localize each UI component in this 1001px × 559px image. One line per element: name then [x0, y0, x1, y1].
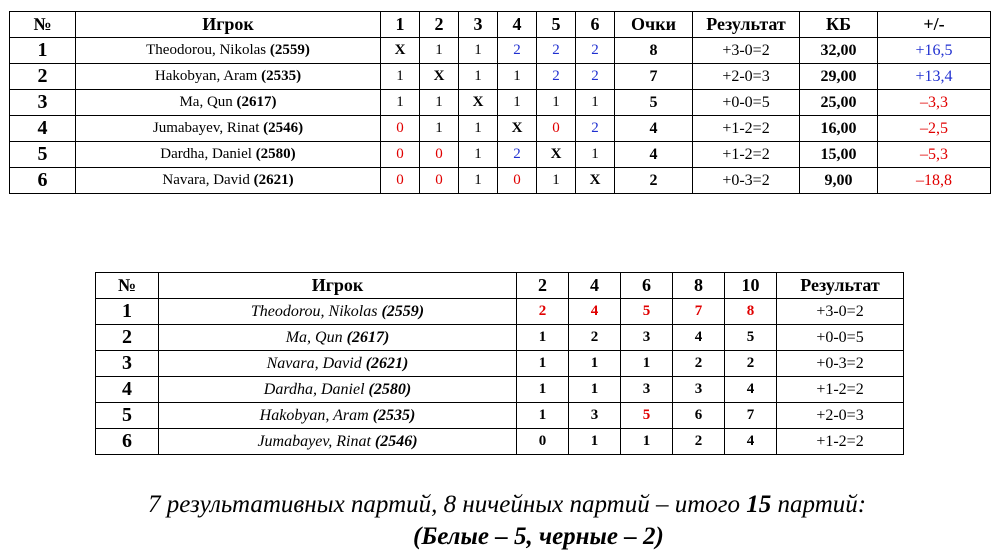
game-result-cell: 1 [420, 38, 459, 64]
header-round-2: 2 [420, 12, 459, 38]
progress-score-cell: 1 [517, 351, 569, 377]
progress-score-cell: 1 [569, 429, 621, 455]
progress-score-cell: 7 [725, 403, 777, 429]
game-result-cell: 2 [498, 38, 537, 64]
header-player: Игрок [76, 12, 381, 38]
progress-score-cell: 6 [673, 403, 725, 429]
progress-score-cell: 2 [517, 299, 569, 325]
game-result-cell: 1 [381, 90, 420, 116]
result-cell: +0-0=5 [693, 90, 800, 116]
player-rating: (2535) [261, 68, 302, 84]
player-name: Jumabayev, Rinat [257, 432, 371, 450]
place-number: 4 [10, 116, 76, 142]
game-result-cell: 1 [459, 38, 498, 64]
player-name: Theodorou, Nikolas [250, 302, 378, 320]
kb-cell: 9,00 [800, 168, 878, 194]
game-result-cell: 2 [498, 142, 537, 168]
game-result-cell: 1 [498, 90, 537, 116]
progress-score-cell: 3 [621, 325, 673, 351]
progress-score-cell: 3 [621, 377, 673, 403]
progress-score-cell: 3 [569, 403, 621, 429]
game-result-cell: 2 [576, 38, 615, 64]
kb-cell: 32,00 [800, 38, 878, 64]
progress-score-cell: 2 [673, 429, 725, 455]
result-cell: +3-0=2 [693, 38, 800, 64]
header-player: Игрок [159, 273, 517, 299]
game-result-cell: 1 [459, 168, 498, 194]
game-result-cell: 1 [498, 64, 537, 90]
player-rating: (2580) [368, 380, 412, 398]
player-cell [76, 168, 381, 194]
place-number: 5 [96, 403, 159, 429]
points-cell: 8 [615, 38, 693, 64]
progress-score-cell: 7 [673, 299, 725, 325]
player-rating: (2580) [255, 146, 296, 162]
header-round-6: 6 [576, 12, 615, 38]
standings-table [9, 11, 991, 194]
game-result-cell: 0 [498, 168, 537, 194]
table-row [96, 299, 904, 325]
header-after-game-6: 6 [621, 273, 673, 299]
table-row [96, 377, 904, 403]
table-row [96, 325, 904, 351]
table-row [96, 351, 904, 377]
progress-score-cell: 2 [569, 325, 621, 351]
game-result-cell: 1 [537, 90, 576, 116]
game-result-cell: 2 [537, 38, 576, 64]
header-after-game-10: 10 [725, 273, 777, 299]
table-row [10, 64, 991, 90]
progress-score-cell: 1 [569, 351, 621, 377]
rating-change-cell: –2,5 [878, 116, 991, 142]
place-number: 6 [96, 429, 159, 455]
player-rating: (2617) [236, 94, 277, 110]
summary-text-c: партий: [771, 491, 867, 518]
game-result-cell: X [537, 142, 576, 168]
header-after-game-8: 8 [673, 273, 725, 299]
player-rating: (2559) [269, 42, 310, 58]
player-rating: (2617) [346, 328, 390, 346]
table-row [10, 116, 991, 142]
game-result-cell: 2 [576, 64, 615, 90]
table-row [10, 168, 991, 194]
rating-change-cell: +16,5 [878, 38, 991, 64]
header-round-3: 3 [459, 12, 498, 38]
game-result-cell: 1 [381, 64, 420, 90]
result-cell: +1-2=2 [777, 377, 904, 403]
game-result-cell: 1 [576, 90, 615, 116]
place-number: 3 [10, 90, 76, 116]
progress-score-cell: 0 [517, 429, 569, 455]
player-rating: (2546) [374, 432, 418, 450]
player-cell [159, 429, 517, 455]
player-name: Dardha, Daniel [263, 380, 365, 398]
game-result-cell: X [459, 90, 498, 116]
progress-score-cell: 1 [517, 325, 569, 351]
progress-header-row [96, 273, 904, 299]
player-cell [76, 64, 381, 90]
points-cell: 4 [615, 116, 693, 142]
progress-score-cell: 4 [673, 325, 725, 351]
player-rating: (2621) [365, 354, 409, 372]
place-number: 1 [96, 299, 159, 325]
summary-line-1 [148, 489, 866, 521]
player-name: Hakobyan, Aram [259, 406, 369, 424]
points-cell: 4 [615, 142, 693, 168]
header-points: Очки [615, 12, 693, 38]
game-result-cell: 0 [537, 116, 576, 142]
player-cell [76, 90, 381, 116]
player-cell [159, 299, 517, 325]
progress-score-cell: 2 [725, 351, 777, 377]
game-result-cell: 2 [537, 64, 576, 90]
header-after-game-2: 2 [517, 273, 569, 299]
game-result-cell: X [498, 116, 537, 142]
rating-change-cell: –5,3 [878, 142, 991, 168]
player-cell [159, 351, 517, 377]
game-result-cell: 0 [420, 168, 459, 194]
table-row [10, 142, 991, 168]
header-after-game-4: 4 [569, 273, 621, 299]
game-result-cell: 0 [420, 142, 459, 168]
progress-score-cell: 1 [621, 351, 673, 377]
points-cell: 2 [615, 168, 693, 194]
player-name: Theodorou, Nikolas [146, 42, 267, 58]
game-result-cell: 0 [381, 116, 420, 142]
player-name: Jumabayev, Rinat [152, 120, 260, 136]
result-cell: +2-0=3 [693, 64, 800, 90]
player-name: Dardha, Daniel [160, 146, 252, 162]
player-rating: (2559) [381, 302, 425, 320]
header-rating-change: +/- [878, 12, 991, 38]
progress-score-cell: 4 [725, 429, 777, 455]
table-row [96, 429, 904, 455]
game-result-cell: 1 [459, 116, 498, 142]
result-cell: +3-0=2 [777, 299, 904, 325]
progress-score-cell: 8 [725, 299, 777, 325]
header-round-5: 5 [537, 12, 576, 38]
rating-change-cell: –3,3 [878, 90, 991, 116]
header-result: Результат [693, 12, 800, 38]
kb-cell: 25,00 [800, 90, 878, 116]
game-result-cell: 0 [381, 168, 420, 194]
progress-score-cell: 1 [569, 377, 621, 403]
progress-score-cell: 5 [621, 299, 673, 325]
kb-cell: 15,00 [800, 142, 878, 168]
progress-score-cell: 1 [621, 429, 673, 455]
player-cell [159, 403, 517, 429]
player-name: Ma, Qun [285, 328, 343, 346]
header-result: Результат [777, 273, 904, 299]
player-name: Navara, David [266, 354, 362, 372]
game-result-cell: 1 [420, 116, 459, 142]
table-row [10, 38, 991, 64]
result-cell: +2-0=3 [777, 403, 904, 429]
player-cell [76, 142, 381, 168]
game-result-cell: X [381, 38, 420, 64]
kb-cell: 16,00 [800, 116, 878, 142]
place-number: 6 [10, 168, 76, 194]
player-name: Ma, Qun [179, 94, 233, 110]
progress-score-cell: 1 [517, 403, 569, 429]
game-result-cell: 1 [420, 90, 459, 116]
game-result-cell: 0 [381, 142, 420, 168]
header-kb: КБ [800, 12, 878, 38]
player-name: Navara, David [162, 172, 250, 188]
place-number: 3 [96, 351, 159, 377]
game-result-cell: 1 [576, 142, 615, 168]
table-row [96, 403, 904, 429]
player-cell [159, 377, 517, 403]
result-cell: +0-3=2 [777, 351, 904, 377]
place-number: 4 [96, 377, 159, 403]
summary-total-games: 15 [746, 491, 772, 518]
points-cell: 5 [615, 90, 693, 116]
progress-score-cell: 4 [725, 377, 777, 403]
result-cell: +1-2=2 [693, 142, 800, 168]
result-cell: +1-2=2 [693, 116, 800, 142]
game-result-cell: 2 [576, 116, 615, 142]
progress-score-cell: 3 [673, 377, 725, 403]
player-rating: (2621) [253, 172, 294, 188]
rating-change-cell: +13,4 [878, 64, 991, 90]
header-number: № [96, 273, 159, 299]
header-number: № [10, 12, 76, 38]
header-round-4: 4 [498, 12, 537, 38]
result-cell: +0-3=2 [693, 168, 800, 194]
place-number: 2 [96, 325, 159, 351]
summary-line-2: (Белые – 5, черные – 2) [413, 523, 664, 550]
player-name: Hakobyan, Aram [154, 68, 258, 84]
standings-header-row [10, 12, 991, 38]
player-cell [76, 116, 381, 142]
game-result-cell: 1 [459, 142, 498, 168]
player-rating: (2546) [263, 120, 304, 136]
progress-score-cell: 2 [673, 351, 725, 377]
progress-score-cell: 5 [621, 403, 673, 429]
player-cell [159, 325, 517, 351]
points-cell: 7 [615, 64, 693, 90]
result-cell: +0-0=5 [777, 325, 904, 351]
place-number: 2 [10, 64, 76, 90]
place-number: 1 [10, 38, 76, 64]
progress-score-cell: 5 [725, 325, 777, 351]
progress-score-cell: 4 [569, 299, 621, 325]
place-number: 5 [10, 142, 76, 168]
table-row [10, 90, 991, 116]
game-result-cell: X [576, 168, 615, 194]
player-cell [76, 38, 381, 64]
game-result-cell: 1 [459, 64, 498, 90]
game-result-cell: 1 [537, 168, 576, 194]
player-rating: (2535) [372, 406, 416, 424]
game-result-cell: X [420, 64, 459, 90]
progress-score-cell: 1 [517, 377, 569, 403]
progress-table [95, 272, 904, 455]
header-round-1: 1 [381, 12, 420, 38]
summary-text-a: 7 результативных партий, 8 ничейных партий – итого [148, 491, 747, 518]
rating-change-cell: –18,8 [878, 168, 991, 194]
result-cell: +1-2=2 [777, 429, 904, 455]
kb-cell: 29,00 [800, 64, 878, 90]
